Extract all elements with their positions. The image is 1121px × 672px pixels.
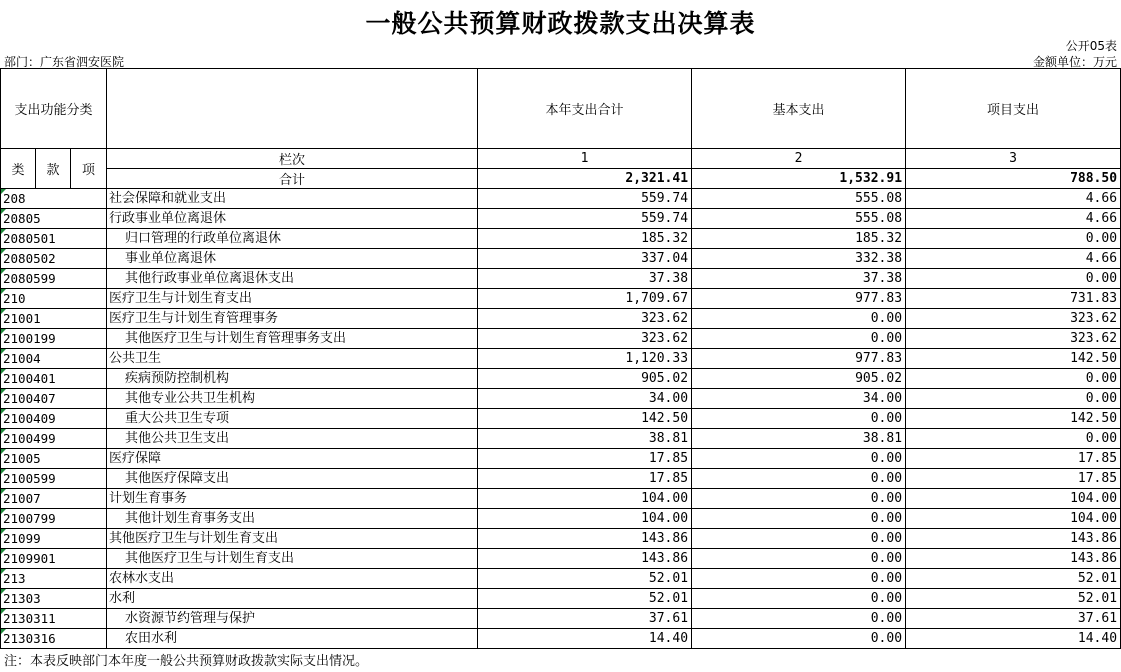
column-number-3: 3 bbox=[906, 149, 1121, 169]
form-number: 公开05表 bbox=[1065, 39, 1117, 53]
total-row-total: 2,321.41 bbox=[478, 169, 692, 189]
row-name: 水利 bbox=[107, 589, 478, 609]
row-basic: 977.83 bbox=[692, 349, 906, 369]
row-code: 2080599 bbox=[1, 269, 107, 289]
total-row-basic: 1,532.91 bbox=[692, 169, 906, 189]
row-project: 0.00 bbox=[906, 269, 1121, 289]
row-project: 323.62 bbox=[906, 309, 1121, 329]
header-kuan: 款 bbox=[36, 149, 71, 189]
row-total: 905.02 bbox=[478, 369, 692, 389]
row-total: 37.61 bbox=[478, 609, 692, 629]
row-name: 其他行政事业单位离退休支出 bbox=[107, 269, 478, 289]
header-basic: 基本支出 bbox=[692, 69, 906, 149]
table-row bbox=[1, 269, 1121, 289]
row-basic: 34.00 bbox=[692, 389, 906, 409]
row-name: 农林水支出 bbox=[107, 569, 478, 589]
row-total: 185.32 bbox=[478, 229, 692, 249]
row-code: 2080501 bbox=[1, 229, 107, 249]
row-code: 2130311 bbox=[1, 609, 107, 629]
row-total: 1,120.33 bbox=[478, 349, 692, 369]
row-code: 21099 bbox=[1, 529, 107, 549]
header-lei: 类 bbox=[1, 149, 36, 189]
row-name: 其他专业公共卫生机构 bbox=[107, 389, 478, 409]
row-name: 其他计划生育事务支出 bbox=[107, 509, 478, 529]
row-project: 52.01 bbox=[906, 569, 1121, 589]
row-total: 34.00 bbox=[478, 389, 692, 409]
row-basic: 0.00 bbox=[692, 329, 906, 349]
row-code: 2100407 bbox=[1, 389, 107, 409]
row-basic: 0.00 bbox=[692, 489, 906, 509]
header-blank bbox=[107, 69, 478, 149]
table-row bbox=[1, 309, 1121, 329]
row-project: 4.66 bbox=[906, 189, 1121, 209]
row-project: 143.86 bbox=[906, 549, 1121, 569]
table-row bbox=[1, 549, 1121, 569]
table-row bbox=[1, 529, 1121, 549]
column-number-2: 2 bbox=[692, 149, 906, 169]
table-row bbox=[1, 509, 1121, 529]
header-total: 本年支出合计 bbox=[478, 69, 692, 149]
row-project: 52.01 bbox=[906, 589, 1121, 609]
row-project: 17.85 bbox=[906, 449, 1121, 469]
row-code: 20805 bbox=[1, 209, 107, 229]
row-project: 0.00 bbox=[906, 229, 1121, 249]
row-project: 142.50 bbox=[906, 349, 1121, 369]
row-code: 21303 bbox=[1, 589, 107, 609]
row-basic: 38.81 bbox=[692, 429, 906, 449]
table-row bbox=[1, 349, 1121, 369]
row-code: 21004 bbox=[1, 349, 107, 369]
table-row bbox=[1, 609, 1121, 629]
row-basic: 37.38 bbox=[692, 269, 906, 289]
row-code: 21001 bbox=[1, 309, 107, 329]
table-row bbox=[1, 189, 1121, 209]
row-name: 计划生育事务 bbox=[107, 489, 478, 509]
row-project: 0.00 bbox=[906, 389, 1121, 409]
row-code: 210 bbox=[1, 289, 107, 309]
department-label: 部门：广东省泗安医院 bbox=[4, 55, 125, 69]
row-name: 医疗卫生与计划生育支出 bbox=[107, 289, 478, 309]
row-total: 143.86 bbox=[478, 529, 692, 549]
row-name: 其他医疗卫生与计划生育支出 bbox=[107, 529, 478, 549]
row-name: 水资源节约管理与保护 bbox=[107, 609, 478, 629]
table-row bbox=[1, 589, 1121, 609]
header-xiang: 项 bbox=[71, 149, 107, 189]
row-name: 其他医疗卫生与计划生育支出 bbox=[107, 549, 478, 569]
table-row bbox=[1, 289, 1121, 309]
row-name: 其他医疗保障支出 bbox=[107, 469, 478, 489]
row-code: 2100799 bbox=[1, 509, 107, 529]
row-total: 38.81 bbox=[478, 429, 692, 449]
table-row bbox=[1, 389, 1121, 409]
row-total: 142.50 bbox=[478, 409, 692, 429]
row-basic: 977.83 bbox=[692, 289, 906, 309]
row-total: 559.74 bbox=[478, 209, 692, 229]
row-name: 医疗保障 bbox=[107, 449, 478, 469]
row-basic: 0.00 bbox=[692, 529, 906, 549]
table-row bbox=[1, 409, 1121, 429]
header-project: 项目支出 bbox=[906, 69, 1121, 149]
row-basic: 555.08 bbox=[692, 209, 906, 229]
row-code: 2100199 bbox=[1, 329, 107, 349]
expenditure-table bbox=[0, 68, 1121, 649]
row-code: 21005 bbox=[1, 449, 107, 469]
row-project: 14.40 bbox=[906, 629, 1121, 649]
header-lanci: 栏次 bbox=[107, 149, 478, 169]
table-row bbox=[1, 489, 1121, 509]
row-code: 2100401 bbox=[1, 369, 107, 389]
table-row bbox=[1, 449, 1121, 469]
row-name: 重大公共卫生专项 bbox=[107, 409, 478, 429]
row-project: 37.61 bbox=[906, 609, 1121, 629]
row-basic: 0.00 bbox=[692, 309, 906, 329]
row-code: 2100409 bbox=[1, 409, 107, 429]
row-total: 337.04 bbox=[478, 249, 692, 269]
row-basic: 0.00 bbox=[692, 609, 906, 629]
row-code: 2080502 bbox=[1, 249, 107, 269]
footnote: 注：本表反映部门本年度一般公共预算财政拨款实际支出情况。 bbox=[4, 654, 369, 669]
table-row bbox=[1, 569, 1121, 589]
table-row bbox=[1, 249, 1121, 269]
row-total: 323.62 bbox=[478, 309, 692, 329]
row-code: 2100599 bbox=[1, 469, 107, 489]
row-code: 21007 bbox=[1, 489, 107, 509]
row-total: 323.62 bbox=[478, 329, 692, 349]
row-project: 731.83 bbox=[906, 289, 1121, 309]
row-name: 医疗卫生与计划生育管理事务 bbox=[107, 309, 478, 329]
row-code: 213 bbox=[1, 569, 107, 589]
row-total: 559.74 bbox=[478, 189, 692, 209]
row-project: 142.50 bbox=[906, 409, 1121, 429]
row-basic: 0.00 bbox=[692, 629, 906, 649]
row-project: 323.62 bbox=[906, 329, 1121, 349]
row-project: 4.66 bbox=[906, 249, 1121, 269]
row-name: 其他医疗卫生与计划生育管理事务支出 bbox=[107, 329, 478, 349]
row-name: 行政事业单位离退休 bbox=[107, 209, 478, 229]
row-basic: 0.00 bbox=[692, 549, 906, 569]
table-row bbox=[1, 329, 1121, 349]
row-code: 2100499 bbox=[1, 429, 107, 449]
row-project: 17.85 bbox=[906, 469, 1121, 489]
row-total: 17.85 bbox=[478, 469, 692, 489]
row-basic: 0.00 bbox=[692, 589, 906, 609]
row-code: 208 bbox=[1, 189, 107, 209]
row-name: 公共卫生 bbox=[107, 349, 478, 369]
row-name: 事业单位离退休 bbox=[107, 249, 478, 269]
table-row bbox=[1, 209, 1121, 229]
row-basic: 0.00 bbox=[692, 469, 906, 489]
row-project: 143.86 bbox=[906, 529, 1121, 549]
row-basic: 555.08 bbox=[692, 189, 906, 209]
row-project: 0.00 bbox=[906, 369, 1121, 389]
total-row-project: 788.50 bbox=[906, 169, 1121, 189]
row-basic: 0.00 bbox=[692, 449, 906, 469]
row-total: 104.00 bbox=[478, 489, 692, 509]
row-name: 疾病预防控制机构 bbox=[107, 369, 478, 389]
table-row bbox=[1, 469, 1121, 489]
row-basic: 332.38 bbox=[692, 249, 906, 269]
table-row bbox=[1, 629, 1121, 649]
total-row-label: 合计 bbox=[107, 169, 478, 189]
row-name: 社会保障和就业支出 bbox=[107, 189, 478, 209]
row-total: 1,709.67 bbox=[478, 289, 692, 309]
row-project: 0.00 bbox=[906, 429, 1121, 449]
column-number-1: 1 bbox=[478, 149, 692, 169]
header-func-class: 支出功能分类 bbox=[1, 69, 107, 149]
report-title: 一般公共预算财政拨款支出决算表 bbox=[365, 9, 756, 38]
table-row bbox=[1, 229, 1121, 249]
row-name: 农田水利 bbox=[107, 629, 478, 649]
row-project: 4.66 bbox=[906, 209, 1121, 229]
row-project: 104.00 bbox=[906, 509, 1121, 529]
row-total: 104.00 bbox=[478, 509, 692, 529]
row-total: 143.86 bbox=[478, 549, 692, 569]
row-project: 104.00 bbox=[906, 489, 1121, 509]
row-name: 归口管理的行政单位离退休 bbox=[107, 229, 478, 249]
row-total: 14.40 bbox=[478, 629, 692, 649]
row-name: 其他公共卫生支出 bbox=[107, 429, 478, 449]
row-basic: 185.32 bbox=[692, 229, 906, 249]
table-row bbox=[1, 429, 1121, 449]
row-total: 37.38 bbox=[478, 269, 692, 289]
row-basic: 905.02 bbox=[692, 369, 906, 389]
row-basic: 0.00 bbox=[692, 509, 906, 529]
row-total: 17.85 bbox=[478, 449, 692, 469]
row-total: 52.01 bbox=[478, 569, 692, 589]
row-total: 52.01 bbox=[478, 589, 692, 609]
row-basic: 0.00 bbox=[692, 569, 906, 589]
row-basic: 0.00 bbox=[692, 409, 906, 429]
row-code: 2109901 bbox=[1, 549, 107, 569]
currency-unit-label: 金额单位：万元 bbox=[1032, 55, 1117, 69]
row-code: 2130316 bbox=[1, 629, 107, 649]
table-row bbox=[1, 369, 1121, 389]
